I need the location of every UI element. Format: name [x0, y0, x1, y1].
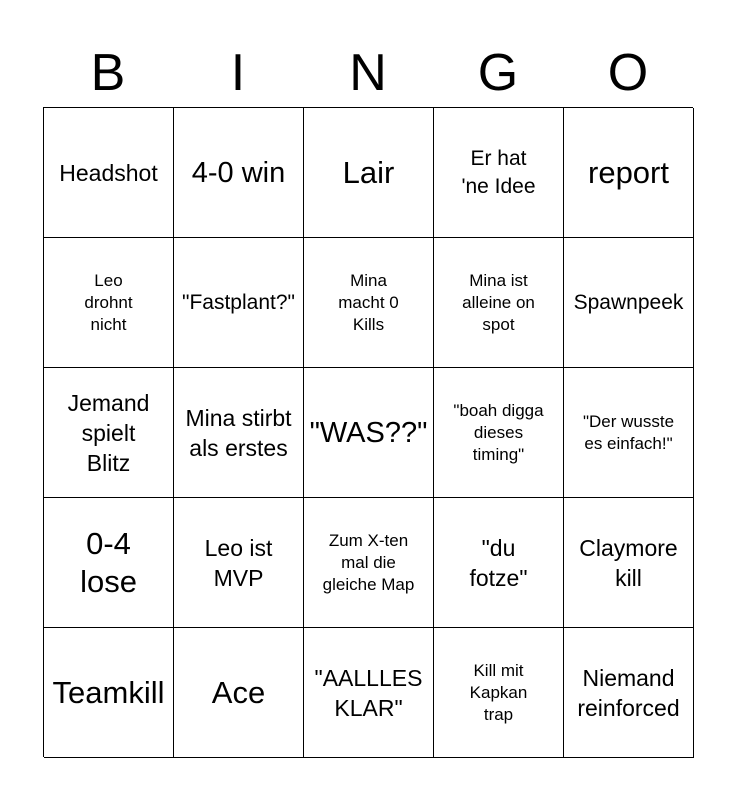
- header-letter-g: G: [477, 44, 519, 102]
- bingo-cell[interactable]: Leo ist MVP: [174, 498, 304, 628]
- bingo-cell[interactable]: "WAS??": [304, 368, 434, 498]
- bingo-cell[interactable]: Jemand spielt Blitz: [44, 368, 174, 498]
- bingo-cell[interactable]: Niemand reinforced: [564, 628, 694, 758]
- header-letter-o: O: [607, 44, 649, 102]
- bingo-cell[interactable]: report: [564, 108, 694, 238]
- bingo-cell[interactable]: "Fastplant?": [174, 238, 304, 368]
- bingo-cell[interactable]: Mina macht 0 Kills: [304, 238, 434, 368]
- bingo-cell[interactable]: Mina ist alleine on spot: [434, 238, 564, 368]
- bingo-header: [43, 38, 693, 108]
- header-letter-i: I: [230, 44, 246, 102]
- bingo-cell[interactable]: "boah digga dieses timing": [434, 368, 564, 498]
- bingo-cell[interactable]: Leo drohnt nicht: [44, 238, 174, 368]
- bingo-cell[interactable]: "du fotze": [434, 498, 564, 628]
- bingo-cell[interactable]: Lair: [304, 108, 434, 238]
- bingo-cell[interactable]: Ace: [174, 628, 304, 758]
- bingo-cell[interactable]: Er hat 'ne Idee: [434, 108, 564, 238]
- bingo-cell[interactable]: Spawnpeek: [564, 238, 694, 368]
- bingo-cell[interactable]: Headshot: [44, 108, 174, 238]
- bingo-cell[interactable]: 4-0 win: [174, 108, 304, 238]
- bingo-cell[interactable]: Zum X-ten mal die gleiche Map: [304, 498, 434, 628]
- bingo-cell[interactable]: 0-4 lose: [44, 498, 174, 628]
- bingo-cell[interactable]: "AALLLES KLAR": [304, 628, 434, 758]
- bingo-cell[interactable]: Claymore kill: [564, 498, 694, 628]
- bingo-cell[interactable]: Kill mit Kapkan trap: [434, 628, 564, 758]
- header-letter-n: N: [349, 44, 387, 102]
- header-letter-b: B: [90, 44, 126, 102]
- bingo-cell[interactable]: Mina stirbt als erstes: [174, 368, 304, 498]
- bingo-board: [43, 107, 693, 757]
- bingo-cell[interactable]: "Der wusste es einfach!": [564, 368, 694, 498]
- bingo-cell[interactable]: Teamkill: [44, 628, 174, 758]
